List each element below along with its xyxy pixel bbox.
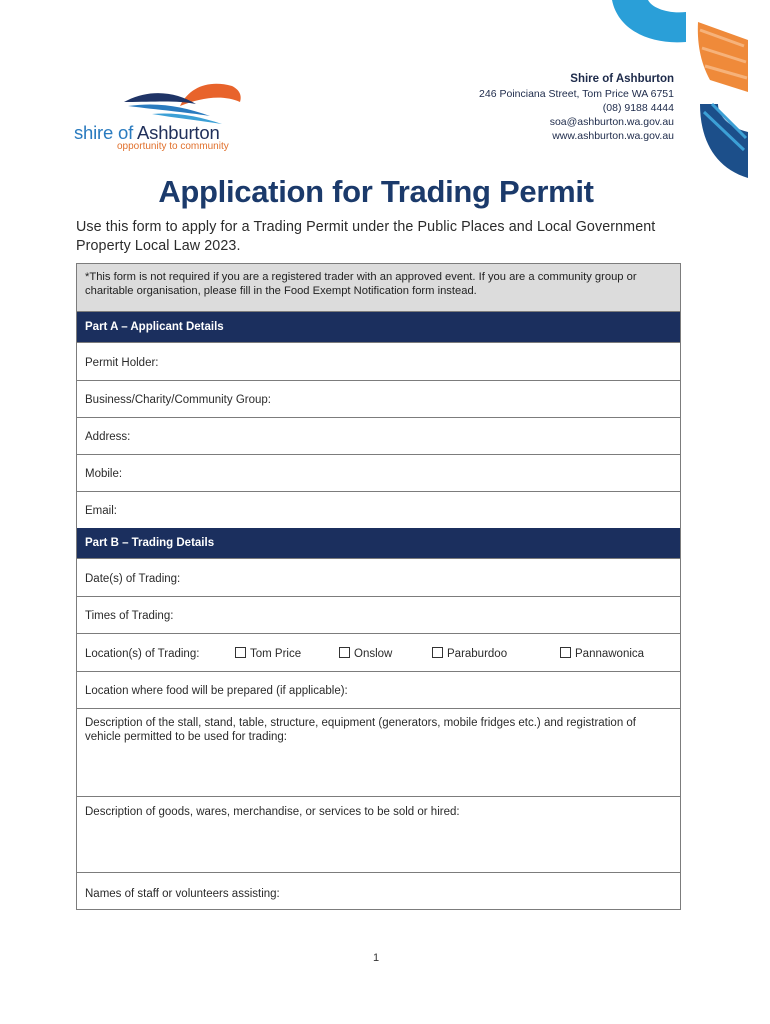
field-label: Email: — [85, 505, 117, 517]
checkbox-tom-price[interactable]: Tom Price — [235, 634, 301, 674]
application-form — [76, 263, 681, 910]
checkbox-icon — [560, 647, 571, 658]
contact-block — [479, 72, 674, 143]
field-label: Permit Holder: — [85, 357, 159, 369]
checkbox-icon — [339, 647, 350, 658]
contact-email: soa@ashburton.wa.gov.au — [549, 116, 674, 128]
field-permit-holder[interactable] — [77, 342, 680, 380]
page-title: Application for Trading Permit — [158, 174, 594, 209]
field-address[interactable] — [77, 417, 680, 454]
field-label: Date(s) of Trading: — [85, 573, 181, 585]
contact-address: 246 Poinciana Street, Tom Price WA 6751 — [479, 88, 674, 100]
form-note: *This form is not required if you are a registered trader with an approved event. If you are a community group or charitable organisation, please fill in the Food Exempt Notification form instead. — [77, 264, 680, 312]
checkbox-icon — [432, 647, 443, 658]
field-label: Business/Charity/Community Group: — [85, 394, 271, 406]
page-number: 1 — [372, 952, 380, 964]
intro-text: Use this form to apply for a Trading Permit under the Public Places and Local Government Property Local Law 2023. — [76, 219, 656, 254]
field-stall-description[interactable] — [77, 708, 680, 796]
contact-website: www.ashburton.wa.gov.au — [552, 130, 674, 142]
logo-tagline: opportunity to community — [117, 141, 229, 152]
field-staff-names[interactable] — [77, 872, 680, 909]
field-mobile[interactable] — [77, 454, 680, 491]
field-email[interactable] — [77, 491, 680, 528]
field-label: Address: — [85, 431, 131, 443]
field-label: Mobile: — [85, 468, 123, 480]
field-trading-locations — [77, 633, 680, 671]
contact-org: Shire of Ashburton — [570, 73, 674, 85]
field-food-location[interactable] — [77, 671, 680, 708]
checkbox-onslow[interactable]: Onslow — [339, 634, 392, 674]
checkbox-icon — [235, 647, 246, 658]
field-trading-dates[interactable] — [77, 558, 680, 596]
section-header-part-a: Part A – Applicant Details — [77, 312, 680, 342]
field-label: Location(s) of Trading: — [85, 648, 200, 660]
field-label: Description of the stall, stand, table, structure, equipment (generators, mobile fridges etc.) and registration of vehicle permitted to be used for trading: — [85, 717, 637, 743]
checkbox-paraburdoo[interactable]: Paraburdoo — [432, 634, 507, 674]
field-business[interactable] — [77, 380, 680, 417]
field-goods-description[interactable] — [77, 796, 680, 872]
field-label: Location where food will be prepared (if applicable): — [85, 685, 348, 697]
field-label: Names of staff or volunteers assisting: — [85, 888, 280, 900]
logo-wordmark: shire of Ashburton — [74, 122, 220, 143]
field-label: Times of Trading: — [85, 610, 174, 622]
field-trading-times[interactable] — [77, 596, 680, 633]
section-header-part-b: Part B – Trading Details — [77, 528, 680, 558]
contact-phone: (08) 9188 4444 — [602, 102, 674, 114]
field-label: Description of goods, wares, merchandise, or services to be sold or hired: — [85, 806, 460, 818]
checkbox-pannawonica[interactable]: Pannawonica — [560, 634, 644, 674]
